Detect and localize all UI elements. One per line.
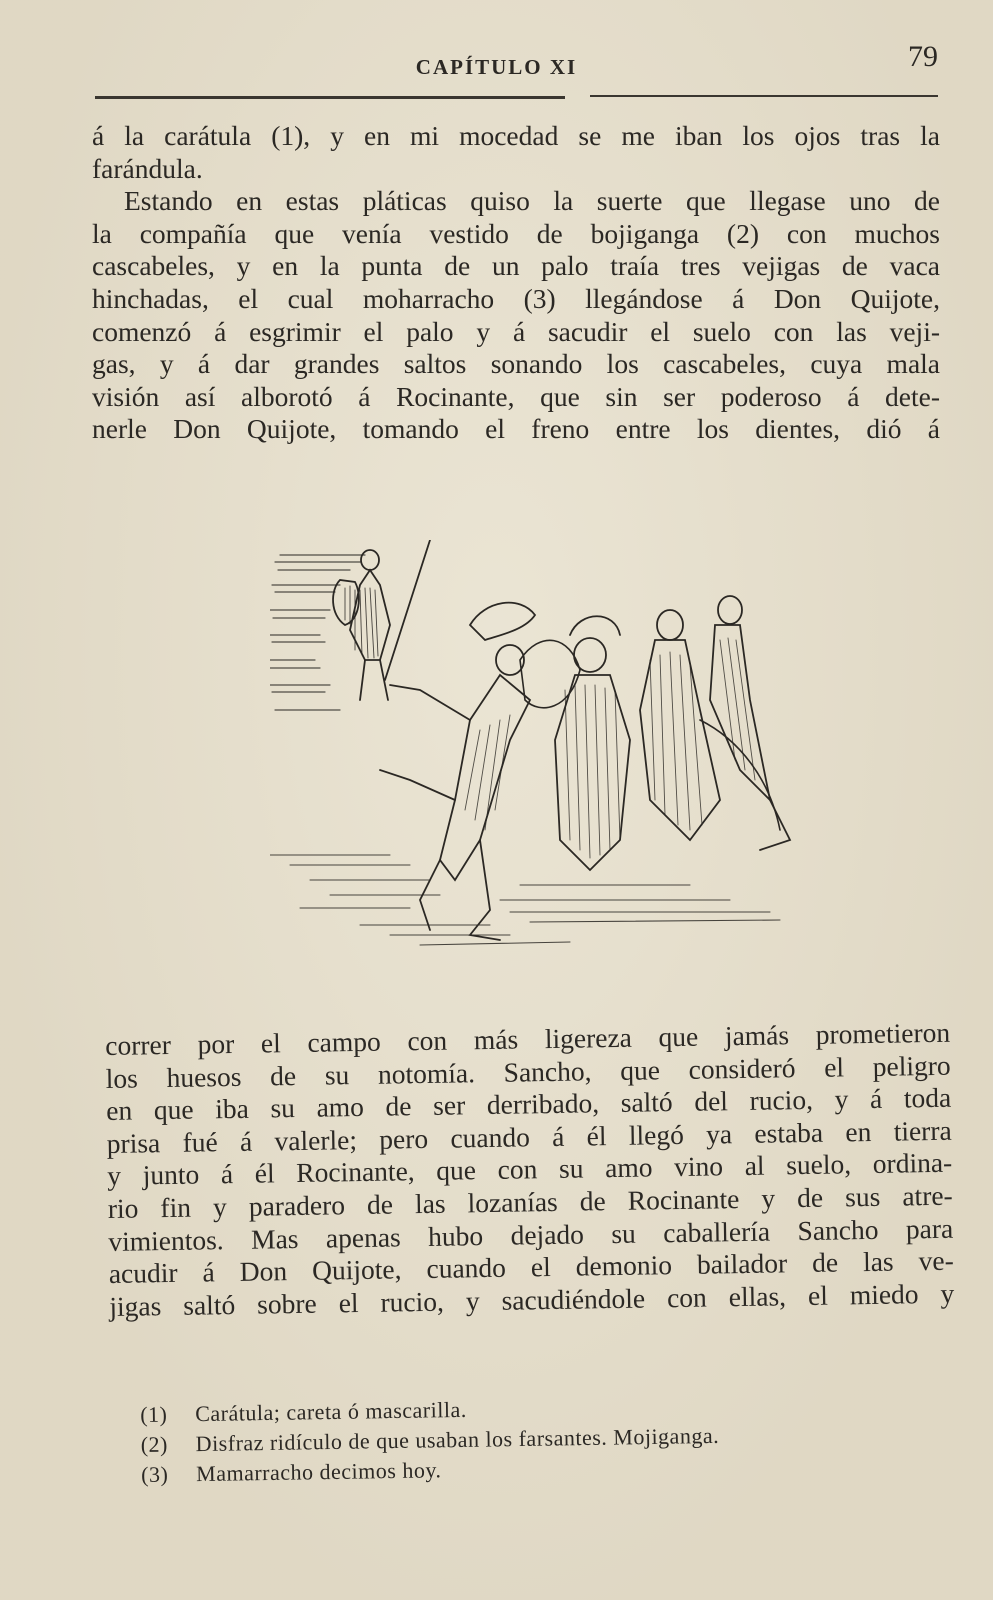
header-rule-right [590,95,938,97]
text-line: la compañía que venía vestido de bojiganga (2) con muchos [92,217,940,249]
text-line: prisa fué á valerle; pero cuando á él llegó ya estaba en tierra [106,1114,952,1159]
footnote-text: Disfraz ridículo de que usaban los farsantes. Mojiganga. [195,1422,720,1457]
running-head: CAPÍTULO XI [415,55,578,79]
header-rule [95,96,565,99]
footnote-text: Mamarracho decimos hoy. [195,1457,442,1487]
engraving-illustration-icon [270,540,800,965]
text-line: visión así alborotó á Rocinante, que sin ser poderoso á dete- [92,380,940,412]
text-line: Estando en estas pláticas quiso la suerte que llegase uno de [124,185,940,217]
body-text-bottom [105,1017,955,1324]
text-line: en que iba su amo de ser derribado, saltó del rucio, y á toda [106,1081,952,1127]
text-line: hinchadas, el cual moharracho (3) llegándose á Don Quijote, [92,282,940,314]
footnote-text: Carátula; careta ó mascarilla. [195,1396,467,1427]
text-line: cascabeles, y en la punta de un palo traía tres vejigas de vaca [92,250,940,282]
page-header [95,40,938,100]
text-line: nerle Don Quijote, tomando el freno entre los dientes, dió á [92,413,940,445]
text-line: correr por el campo con más ligereza que jamás prometieron [105,1016,951,1061]
text-line: á la carátula (1), y en mi mocedad se me iban los ojos tras la [92,120,940,151]
text-line: y junto á él Rocinante, que con su amo vino al suelo, ordina- [107,1147,953,1192]
page-number: 79 [908,40,938,73]
footnotes [140,1388,901,1490]
text-line: acudir á Don Quijote, cuando el demonio bailador de las ve- [108,1244,954,1290]
text-line: gas, y á dar grandes saltos sonando los cascabeles, cuya mala [92,348,940,380]
body-text-top [92,120,940,446]
footnote-mark: (3) [140,1461,169,1487]
footnote-mark: (2) [140,1431,169,1457]
text-line: los huesos de su notomía. Sancho, que consideró el peligro [105,1049,951,1094]
text-line: comenzó á esgrimir el palo y á sacudir el suelo con las veji- [92,315,940,347]
text-line: vimientos. Mas apenas hubo dejado su caballería Sancho para [108,1212,954,1257]
text-line: farándula. [92,152,203,184]
text-line: jigas saltó sobre el rucio, y sacudiéndole con ellas, el miedo y [109,1277,955,1322]
footnote-mark: (1) [140,1401,168,1427]
text-line: rio fin y paradero de las lozanías de Rocinante y de sus atre- [107,1179,953,1224]
